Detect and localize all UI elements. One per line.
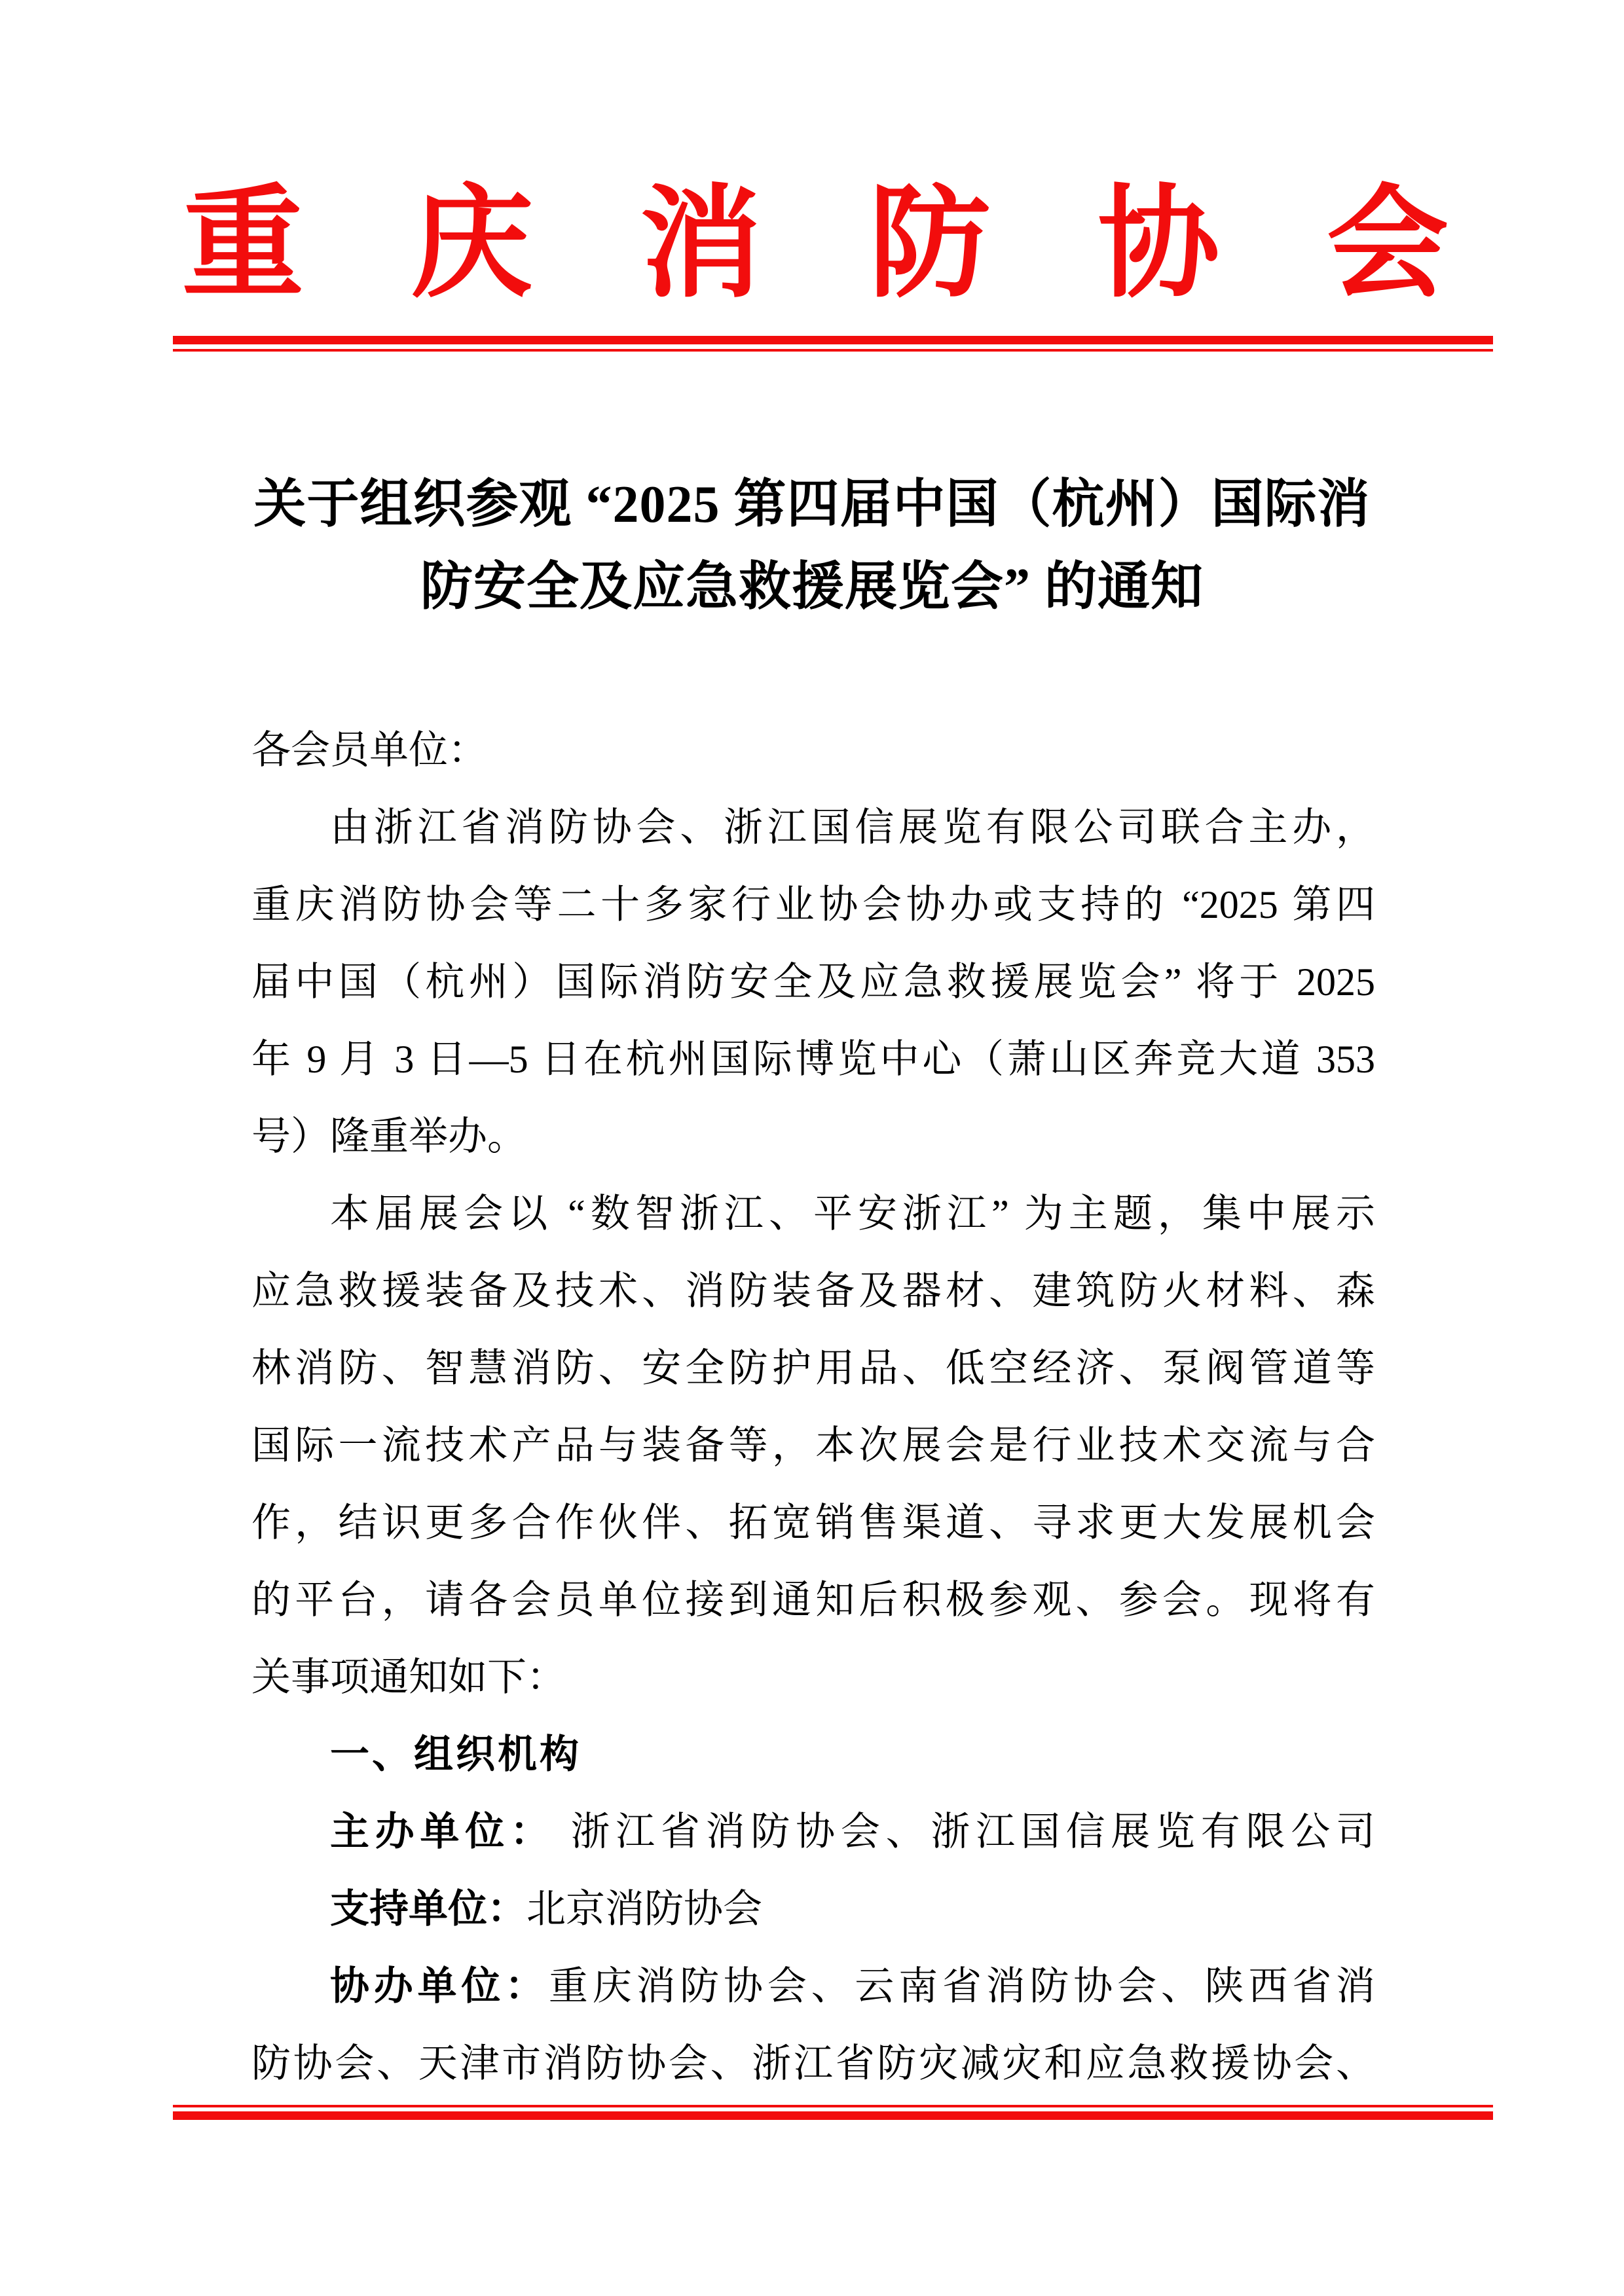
- paragraph-1-line-5: 号）隆重举办。: [251, 1115, 526, 1158]
- support-organizer-line: [251, 1870, 1375, 1948]
- document-title-line-2: 防安全及应急救援展览会” 的通知: [420, 558, 1204, 616]
- paragraph-2-line-4: 国际一流技术产品与装备等，本次展会是行业技术交流与合: [251, 1424, 1375, 1467]
- paragraph-2-line-1: 本届展会以 “数智浙江、平安浙江” 为主题，集中展示: [330, 1192, 1375, 1235]
- support-organizer-value: 北京消防协会: [526, 1887, 762, 1931]
- rule-thin: [173, 2105, 1493, 2107]
- association-name-char: 重: [182, 177, 304, 312]
- association-name-char: 消: [640, 177, 762, 312]
- section-1-heading: 一、组织机构: [330, 1732, 581, 1776]
- association-name-char: 防: [868, 177, 991, 312]
- paragraph-2-line-3: 林消防、智慧消防、安全防护用品、低空经济、泵阀管道等: [251, 1347, 1375, 1390]
- paragraph-1-line-2: 重庆消防协会等二十多家行业协会协办或支持的 “2025 第四: [251, 883, 1375, 926]
- association-name-char: 会: [1326, 177, 1449, 312]
- paragraph-2-line-6: 的平台，请各会员单位接到通知后积极参观、参会。现将有: [251, 1578, 1375, 1622]
- document-title-line-1: 关于组织参观 “2025 第四届中国（杭州）国际消: [253, 476, 1371, 534]
- paragraph-1-line-1: 由浙江省消防协会、浙江国信展览有限公司联合主办，: [330, 806, 1375, 849]
- co-organizer-label: 协办单位：: [330, 1964, 549, 2008]
- co-organizer-line-2: 防协会、天津市消防协会、浙江省防灾减灾和应急救援协会、: [251, 2042, 1375, 2085]
- association-name: [182, 175, 1449, 316]
- association-name-char: 庆: [411, 177, 533, 312]
- document-title: [92, 464, 1532, 629]
- double-rule-bottom: [173, 2105, 1493, 2120]
- paragraph-1-line-3: 届中国（杭州）国际消防安全及应急救援展览会” 将于 2025: [251, 960, 1375, 1004]
- paragraph-2-line-5: 作，结识更多合作伙伴、拓宽销售渠道、寻求更大发展机会: [251, 1501, 1375, 1544]
- paragraph-1-line-4: 年 9 月 3 日—5 日在杭州国际博览中心（萧山区奔竞大道 353: [251, 1038, 1375, 1081]
- rule-thin: [173, 349, 1493, 352]
- rule-thick: [173, 336, 1493, 344]
- co-organizer-value-part-1: 重庆消防协会、云南省消防协会、陕西省消: [548, 1965, 1376, 2008]
- support-organizer-label: 支持单位：: [330, 1887, 526, 1931]
- co-organizer-line-1: [251, 1948, 1375, 2025]
- association-name-char: 协: [1098, 177, 1220, 312]
- host-organizer-label: 主办单位：: [330, 1810, 555, 1853]
- paragraph-2-line-2: 应急救援装备及技术、消防装备及器材、建筑防火材料、森: [251, 1269, 1375, 1313]
- host-organizer-line: [251, 1793, 1375, 1870]
- host-organizer-value: 浙江省消防协会、浙江国信展览有限公司: [555, 1810, 1376, 1853]
- rule-thick: [173, 2111, 1493, 2120]
- notice-body: [251, 712, 1375, 2102]
- double-rule-top: [173, 336, 1493, 352]
- paragraph-2-line-7: 关事项通知如下：: [251, 1656, 566, 1699]
- salutation-line: 各会员单位：: [251, 729, 487, 772]
